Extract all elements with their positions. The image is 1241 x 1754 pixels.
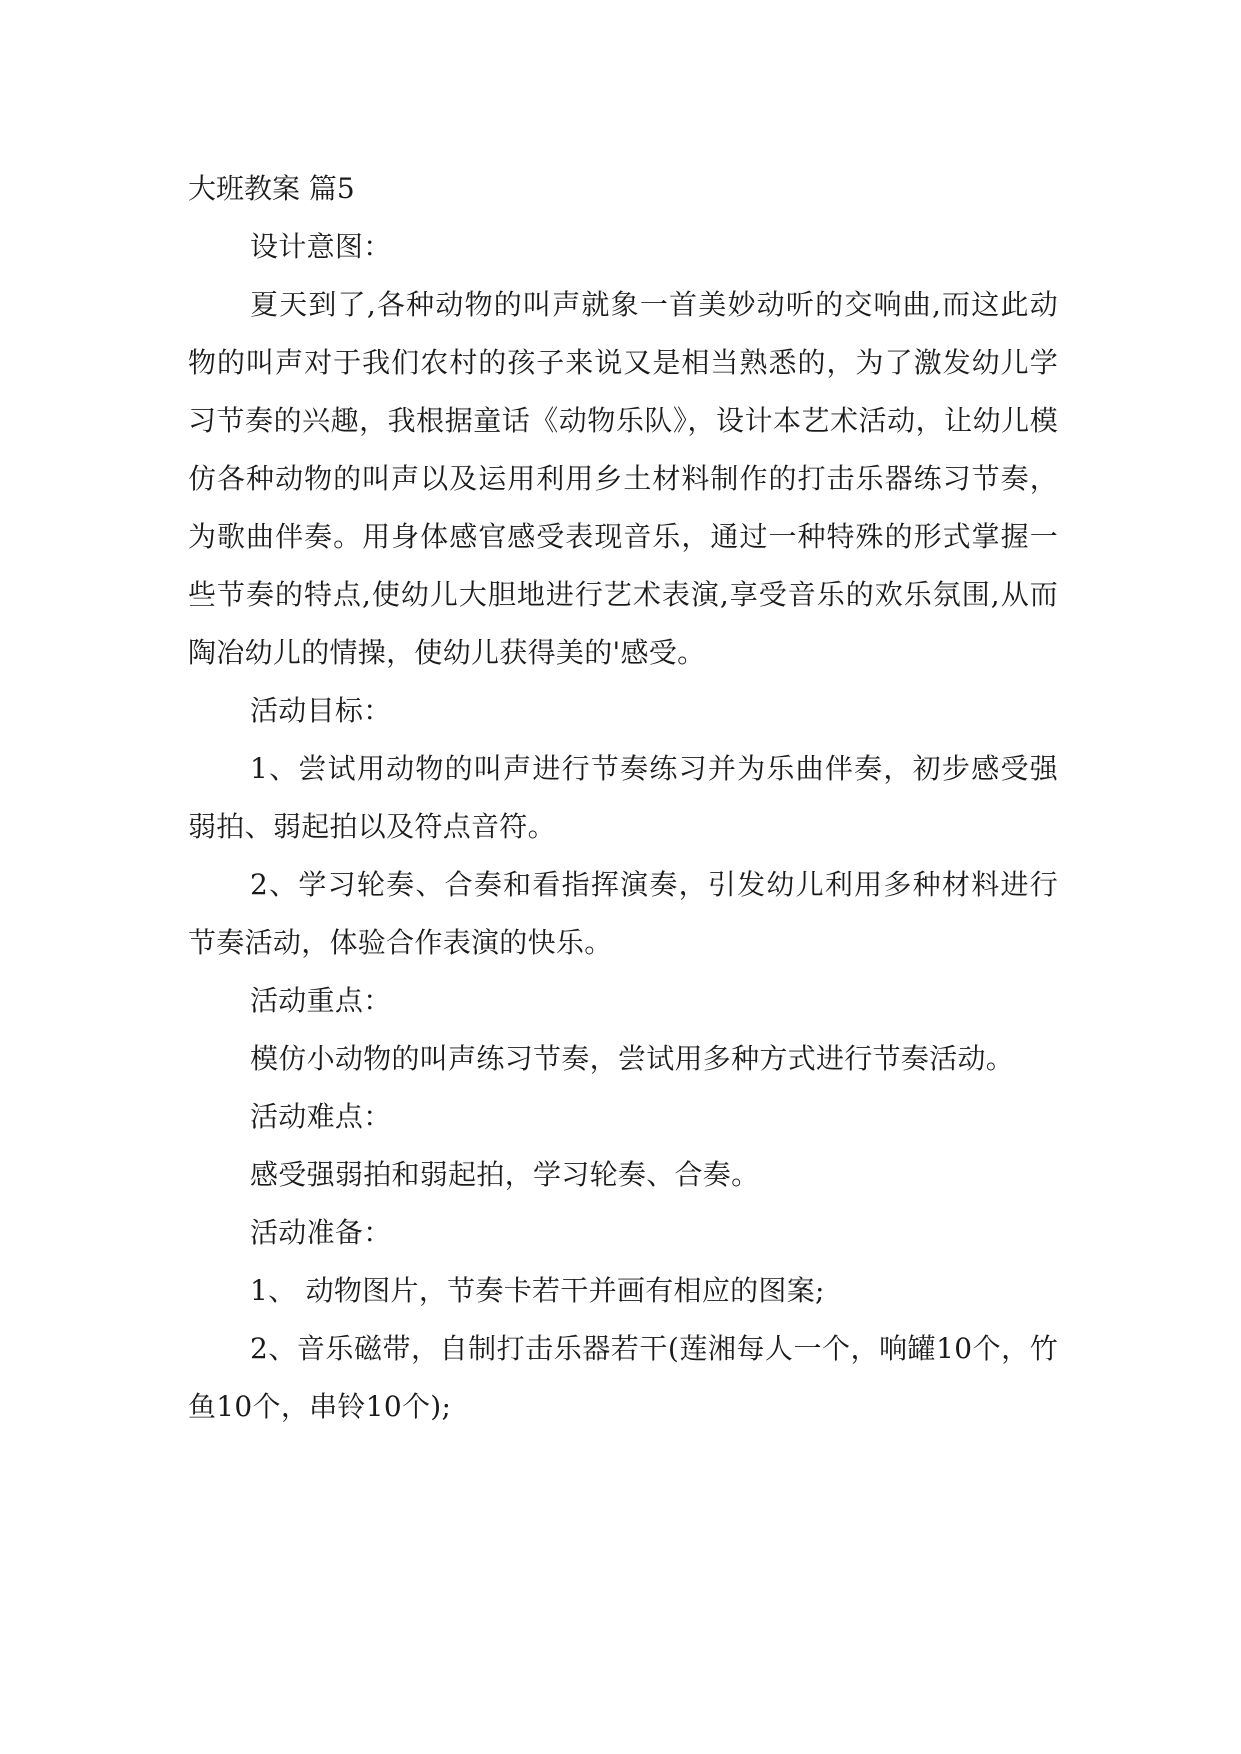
section-heading-activity-goals: 活动目标： bbox=[250, 694, 392, 727]
design-intent-paragraph: 夏天到了,各种动物的叫声就象一首美妙动听的交响曲,而这此动物的叫声对于我们农村的孩子来说又是相当熟悉的，为了激发幼儿学习节奏的兴趣，我根据童话《动物乐队》，设计本艺术活动，让幼儿模仿各种动物的叫声以及运用利用乡土材料制作的打击乐器练习节奏，为歌曲伴奏。用身体感官感受表现音乐，通过一种特殊的形式掌握一些节奏的特点,使幼儿大胆地进行艺术表演,享受音乐的欢乐氛围,从而陶冶幼儿的情操，使幼儿获得美的'感受。 bbox=[188, 288, 1058, 669]
section-heading-preparation: 活动准备： bbox=[250, 1216, 392, 1249]
section-heading-difficulties: 活动难点： bbox=[250, 1100, 392, 1133]
key-points-paragraph: 模仿小动物的叫声练习节奏，尝试用多种方式进行节奏活动。 bbox=[250, 1042, 1015, 1075]
goal-item-1: 1、尝试用动物的叫声进行节奏练习并为乐曲伴奏，初步感受强弱拍、弱起拍以及符点音符。 bbox=[188, 752, 1058, 843]
document-title: 大班教案 篇5 bbox=[188, 172, 355, 205]
document-body bbox=[188, 160, 1058, 1436]
preparation-item-1: 1、 动物图片，节奏卡若干并画有相应的图案; bbox=[250, 1274, 825, 1307]
difficulties-paragraph: 感受强弱拍和弱起拍，学习轮奏、合奏。 bbox=[250, 1158, 760, 1191]
section-heading-key-points: 活动重点： bbox=[250, 984, 392, 1017]
goal-item-2: 2、学习轮奏、合奏和看指挥演奏，引发幼儿利用多种材料进行节奏活动，体验合作表演的快乐。 bbox=[188, 868, 1058, 959]
preparation-item-2: 2、音乐磁带，自制打击乐器若干(莲湘每人一个，响罐10个，竹鱼10个，串铃10个); bbox=[188, 1332, 1058, 1423]
section-heading-design-intent: 设计意图： bbox=[250, 230, 392, 263]
